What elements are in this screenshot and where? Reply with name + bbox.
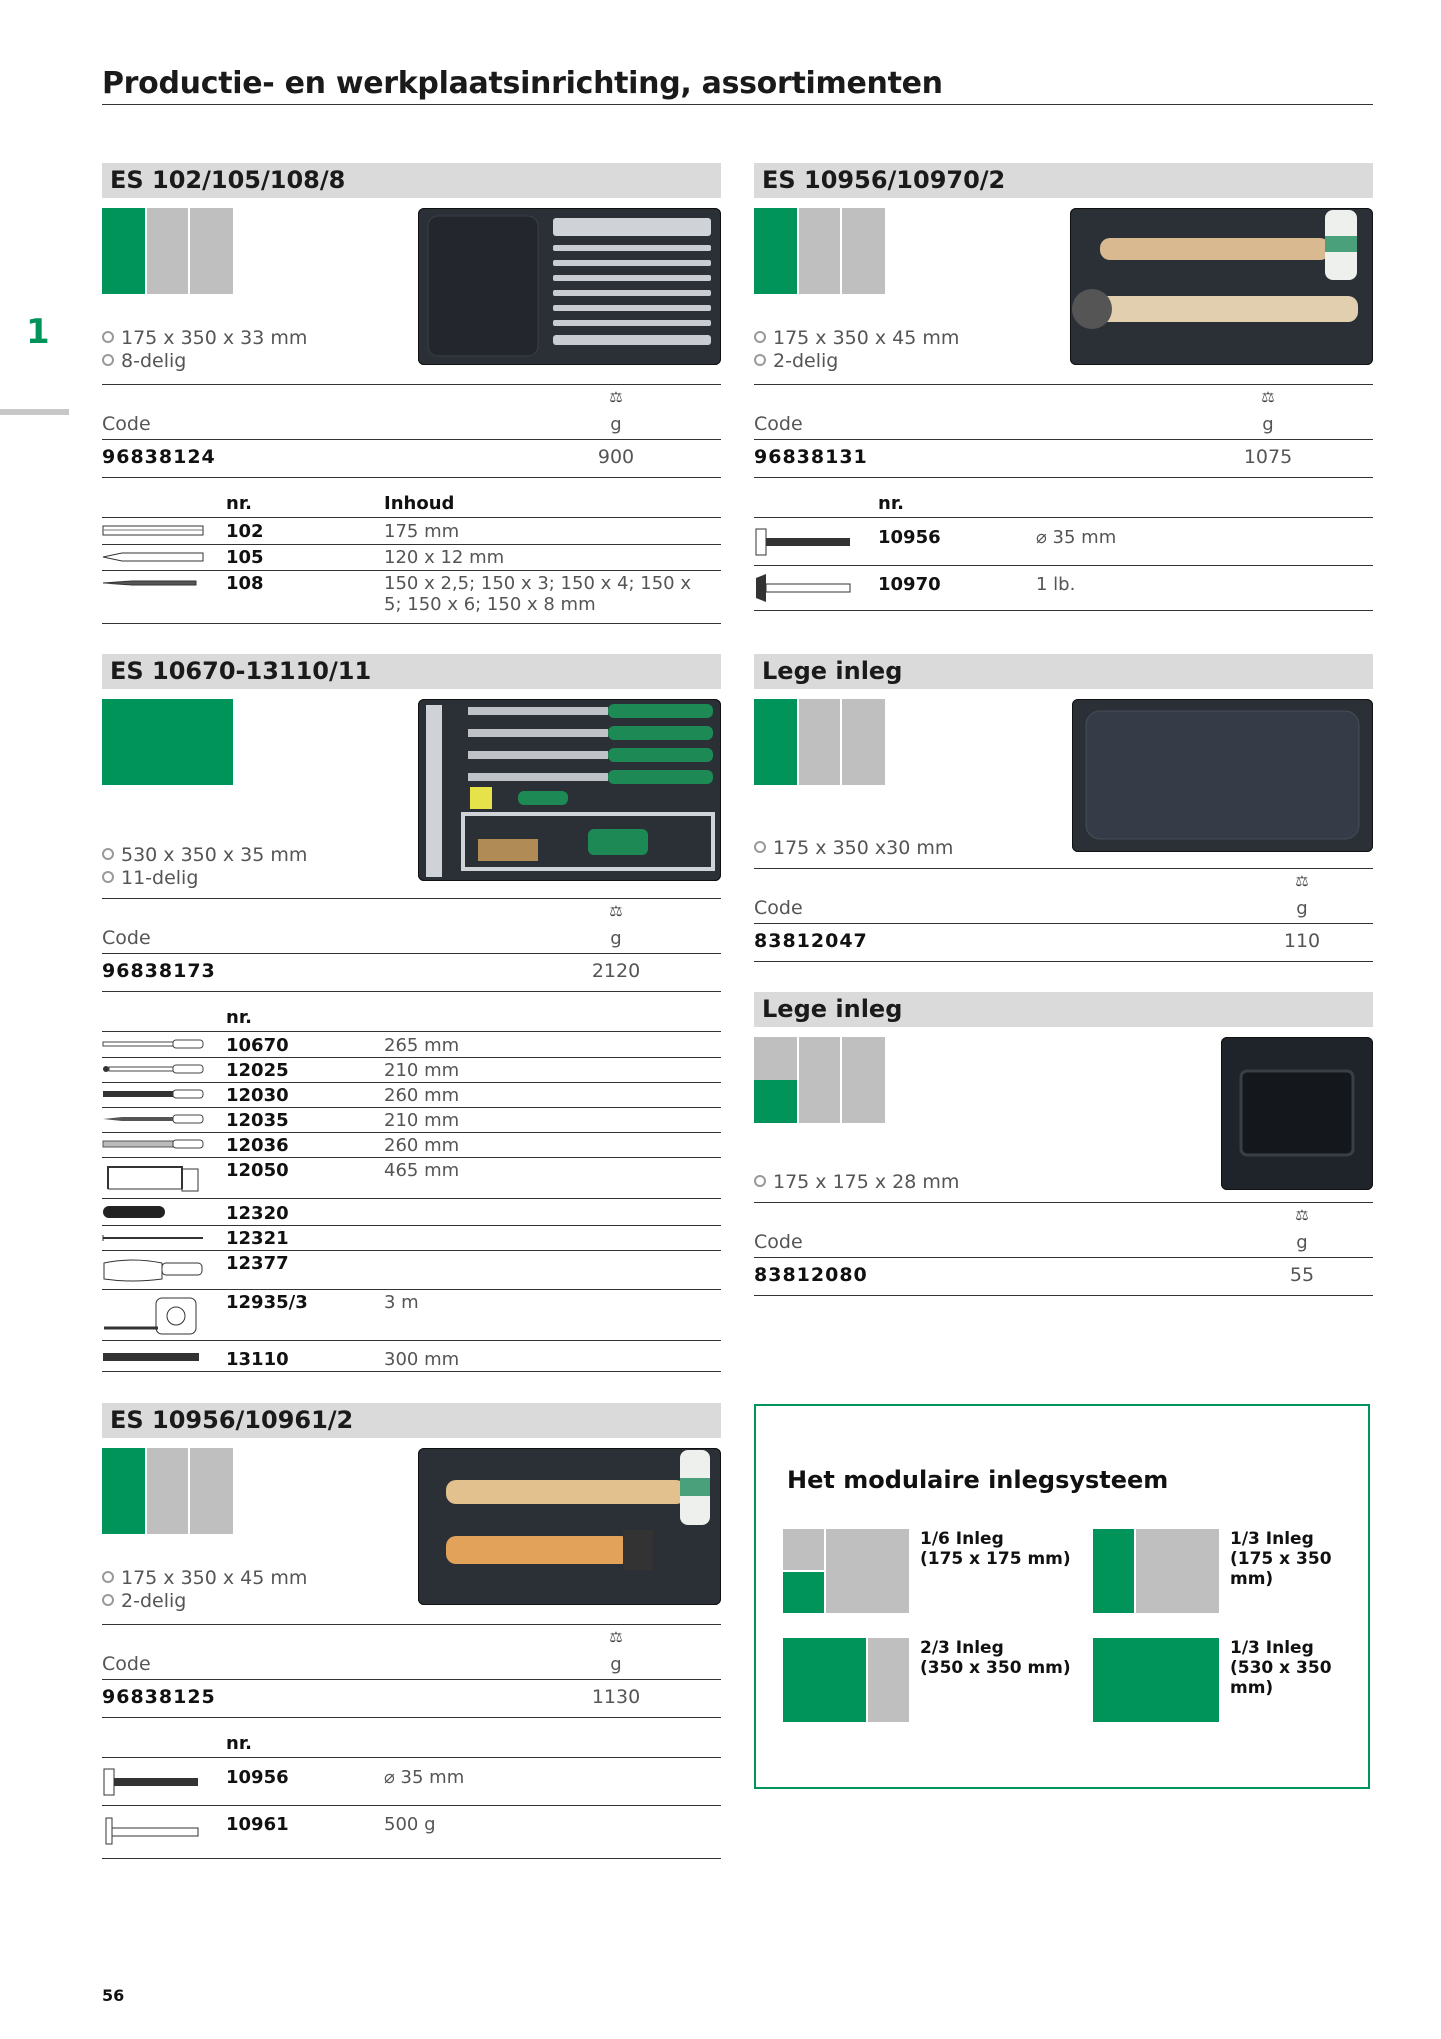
file-icon (102, 1039, 206, 1049)
chisel-icon (102, 523, 206, 537)
module-label: 2/3 Inleg (350 x 350 mm) (920, 1638, 1071, 1678)
product-code: 96838124 (102, 446, 216, 468)
modular-system-box (754, 1404, 1370, 1789)
contents-table-header (102, 1007, 721, 1032)
page-number: 56 (102, 1986, 125, 2005)
scale-icon: ⚖ (1295, 1206, 1309, 1224)
table-row (754, 519, 1373, 566)
item-nr: 13110 (226, 1349, 289, 1370)
item-nr: 12377 (226, 1253, 289, 1274)
product-weight: 110 (1283, 930, 1321, 952)
item-content: 175 mm (384, 521, 460, 542)
contents-table-header (102, 493, 721, 518)
section-title: ES 102/105/108/8 (102, 163, 721, 198)
table-row (102, 1759, 721, 1806)
product-es-10956-10961-2 (102, 1403, 721, 1863)
product-es-102-105-108-8 (102, 163, 721, 633)
bullet-icon (754, 1175, 766, 1187)
code-row (754, 923, 1373, 962)
tape-measure-icon (102, 1294, 202, 1338)
table-row (102, 571, 721, 624)
module-indicator-green (754, 208, 797, 294)
product-code: 96838125 (102, 1686, 216, 1708)
bullet-icon (102, 331, 114, 343)
scale-icon: ⚖ (1295, 872, 1309, 890)
item-nr: 10961 (226, 1814, 289, 1835)
inhoud-header: Inhoud (384, 493, 455, 514)
spec-dimensions: 175 x 350 x 45 mm (754, 327, 959, 350)
code-header (754, 868, 1373, 924)
hammer-set-photo (418, 1448, 721, 1605)
product-lege-inleg-175x350 (754, 654, 1373, 964)
module-indicator-gray (190, 1448, 233, 1534)
hammer-icon (754, 572, 854, 604)
scale-icon: ⚖ (1261, 388, 1275, 406)
product-code: 83812080 (754, 1264, 868, 1286)
code-header (754, 384, 1373, 440)
item-content: 260 mm (384, 1135, 460, 1156)
module-diagram-green (1093, 1638, 1219, 1722)
code-header (102, 384, 721, 440)
code-label: Code (754, 897, 803, 919)
code-label: Code (102, 1653, 151, 1675)
product-lege-inleg-175x175 (754, 992, 1373, 1302)
knife-icon (102, 1204, 168, 1220)
module-indicator-green (102, 699, 233, 785)
item-nr: 108 (226, 573, 264, 594)
item-nr: 12030 (226, 1085, 289, 1106)
bullet-icon (754, 331, 766, 343)
file-icon (102, 1064, 206, 1074)
code-label: Code (754, 413, 803, 435)
bullet-icon (754, 841, 766, 853)
hammer-icon (102, 1767, 202, 1797)
table-row (102, 1108, 721, 1133)
section-title: ES 10670-13110/11 (102, 654, 721, 689)
code-row (754, 439, 1373, 478)
module-diagram-gray (783, 1529, 824, 1570)
nr-header: nr. (226, 1007, 252, 1028)
hacksaw-icon (102, 1161, 202, 1195)
scale-icon: ⚖ (609, 902, 623, 920)
table-row (102, 1033, 721, 1058)
item-nr: 12025 (226, 1060, 289, 1081)
bullet-icon (102, 871, 114, 883)
nr-header: nr. (226, 493, 252, 514)
module-indicator-gray (842, 208, 885, 294)
item-nr: 12035 (226, 1110, 289, 1131)
section-title: Lege inleg (754, 654, 1373, 689)
spec-parts: 2-delig (102, 1590, 186, 1613)
item-content: ⌀ 35 mm (1036, 527, 1117, 548)
module-indicator-gray (147, 1448, 188, 1534)
chapter-number: 1 (26, 312, 50, 352)
module-indicator-green (754, 699, 797, 785)
table-row (102, 1806, 721, 1859)
module-indicator-gray (799, 699, 840, 785)
module-label: 1/3 Inleg (530 x 350 mm) (1230, 1638, 1332, 1698)
module-diagram-green (1093, 1529, 1134, 1613)
product-photo (1072, 699, 1373, 852)
pin-punch-icon (102, 577, 206, 589)
code-header (102, 898, 721, 954)
spec-dimensions: 175 x 350 x30 mm (754, 837, 953, 860)
product-weight: 2120 (591, 960, 641, 982)
product-photo (418, 1448, 721, 1605)
tool-set-photo (418, 699, 721, 881)
module-indicator-green (754, 1080, 797, 1123)
chapter-marker (0, 409, 69, 415)
hammer-set-photo (1070, 208, 1373, 365)
section-title: Lege inleg (754, 992, 1373, 1027)
product-weight: 1130 (591, 1686, 641, 1708)
code-header (754, 1202, 1373, 1258)
spec-dimensions: 530 x 350 x 35 mm (102, 844, 307, 867)
table-row (102, 1058, 721, 1083)
product-weight: 55 (1289, 1264, 1315, 1286)
item-content: 210 mm (384, 1110, 460, 1131)
scale-icon: ⚖ (609, 388, 623, 406)
chisel-icon (102, 551, 206, 563)
bullet-icon (102, 354, 114, 366)
item-content: ⌀ 35 mm (384, 1767, 465, 1788)
item-nr: 12321 (226, 1228, 289, 1249)
item-content: 3 m (384, 1292, 419, 1313)
module-indicator-gray (754, 1037, 797, 1080)
item-nr: 10670 (226, 1035, 289, 1056)
chisel-set-photo (418, 208, 721, 365)
table-row (102, 545, 721, 571)
module-indicator-gray (842, 1037, 885, 1123)
spec-parts: 2-delig (754, 350, 838, 373)
module-indicator-gray (147, 208, 188, 294)
module-indicator-gray (190, 208, 233, 294)
spec-parts: 11-delig (102, 867, 198, 890)
wire-brush-icon (102, 1255, 206, 1285)
item-content: 210 mm (384, 1060, 460, 1081)
item-nr: 105 (226, 547, 264, 568)
bullet-icon (754, 354, 766, 366)
table-row (102, 1133, 721, 1158)
item-content: 500 g (384, 1814, 436, 1835)
bullet-icon (102, 1571, 114, 1583)
contents-table-header (754, 493, 1373, 518)
module-diagram-gray (826, 1529, 909, 1613)
module-indicator-gray (799, 208, 840, 294)
gram-label: g (610, 1654, 622, 1675)
code-row (102, 1679, 721, 1718)
section-title: ES 10956/10961/2 (102, 1403, 721, 1438)
module-indicator-gray (799, 1037, 840, 1123)
section-title: ES 10956/10970/2 (754, 163, 1373, 198)
product-code: 96838131 (754, 446, 868, 468)
file-icon (102, 1139, 206, 1149)
code-row (102, 953, 721, 992)
product-weight: 900 (597, 446, 635, 468)
code-header (102, 1624, 721, 1680)
item-content: 265 mm (384, 1035, 460, 1056)
nr-header: nr. (226, 1733, 252, 1754)
product-code: 96838173 (102, 960, 216, 982)
table-row (102, 1158, 721, 1199)
code-label: Code (102, 413, 151, 435)
ruler-icon (102, 1351, 202, 1363)
gram-label: g (1296, 1232, 1308, 1253)
scale-icon: ⚖ (609, 1628, 623, 1646)
contents-table-header (102, 1733, 721, 1758)
gram-label: g (1262, 414, 1274, 435)
module-indicator-green (102, 1448, 145, 1534)
spec-dimensions: 175 x 350 x 33 mm (102, 327, 307, 350)
module-diagram-green (783, 1572, 824, 1613)
file-icon (102, 1114, 206, 1124)
module-indicator-gray (842, 699, 885, 785)
item-content: 150 x 2,5; 150 x 3; 150 x 4; 150 x 5; 150 x 6; 150 x 8 mm (384, 573, 691, 615)
module-diagram-gray (868, 1638, 909, 1722)
item-content: 465 mm (384, 1160, 460, 1181)
table-row (102, 1083, 721, 1108)
product-photo (418, 208, 721, 365)
item-content: 260 mm (384, 1085, 460, 1106)
product-es-10956-10970-2 (754, 163, 1373, 623)
module-label: 1/3 Inleg (175 x 350 mm) (1230, 1529, 1332, 1589)
table-row (102, 1251, 721, 1290)
table-row (102, 1199, 721, 1226)
product-photo (418, 699, 721, 881)
table-row (102, 1341, 721, 1372)
nr-header: nr. (878, 493, 904, 514)
modular-title: Het modulaire inlegsysteem (787, 1466, 1169, 1494)
item-nr: 12935/3 (226, 1292, 308, 1313)
module-label: 1/6 Inleg (175 x 175 mm) (920, 1529, 1071, 1569)
table-row (102, 1226, 721, 1251)
bullet-icon (102, 848, 114, 860)
module-indicator-green (102, 208, 145, 294)
empty-insert-photo (1072, 699, 1373, 852)
code-label: Code (754, 1231, 803, 1253)
table-row (102, 1290, 721, 1341)
product-photo (1070, 208, 1373, 365)
code-row (102, 439, 721, 478)
item-nr: 12036 (226, 1135, 289, 1156)
item-content: 300 mm (384, 1349, 460, 1370)
empty-insert-small-photo (1221, 1037, 1373, 1190)
table-row (754, 566, 1373, 611)
gram-label: g (610, 928, 622, 949)
item-nr: 102 (226, 521, 264, 542)
spec-dimensions: 175 x 350 x 45 mm (102, 1567, 307, 1590)
code-row (754, 1257, 1373, 1296)
hammer-icon (754, 527, 854, 557)
item-content: 1 lb. (1036, 574, 1076, 595)
item-nr: 10970 (878, 574, 941, 595)
module-diagram-green (783, 1638, 866, 1722)
item-nr: 10956 (878, 527, 941, 548)
product-photo (1221, 1037, 1373, 1190)
item-nr: 10956 (226, 1767, 289, 1788)
item-nr: 12320 (226, 1203, 289, 1224)
hammer-icon (102, 1814, 202, 1848)
item-content: 120 x 12 mm (384, 547, 505, 568)
table-row (102, 519, 721, 545)
page-title: Productie- en werkplaatsinrichting, assortimenten (102, 66, 1373, 105)
product-weight: 1075 (1243, 446, 1293, 468)
code-label: Code (102, 927, 151, 949)
spec-parts: 8-delig (102, 350, 186, 373)
spec-dimensions: 175 x 175 x 28 mm (754, 1171, 959, 1194)
gram-label: g (1296, 898, 1308, 919)
item-nr: 12050 (226, 1160, 289, 1181)
gram-label: g (610, 414, 622, 435)
blade-icon (102, 1232, 206, 1242)
bullet-icon (102, 1594, 114, 1606)
module-diagram-gray (1136, 1529, 1219, 1613)
product-es-10670-13110-11 (102, 654, 721, 1374)
product-code: 83812047 (754, 930, 868, 952)
file-icon (102, 1089, 206, 1099)
